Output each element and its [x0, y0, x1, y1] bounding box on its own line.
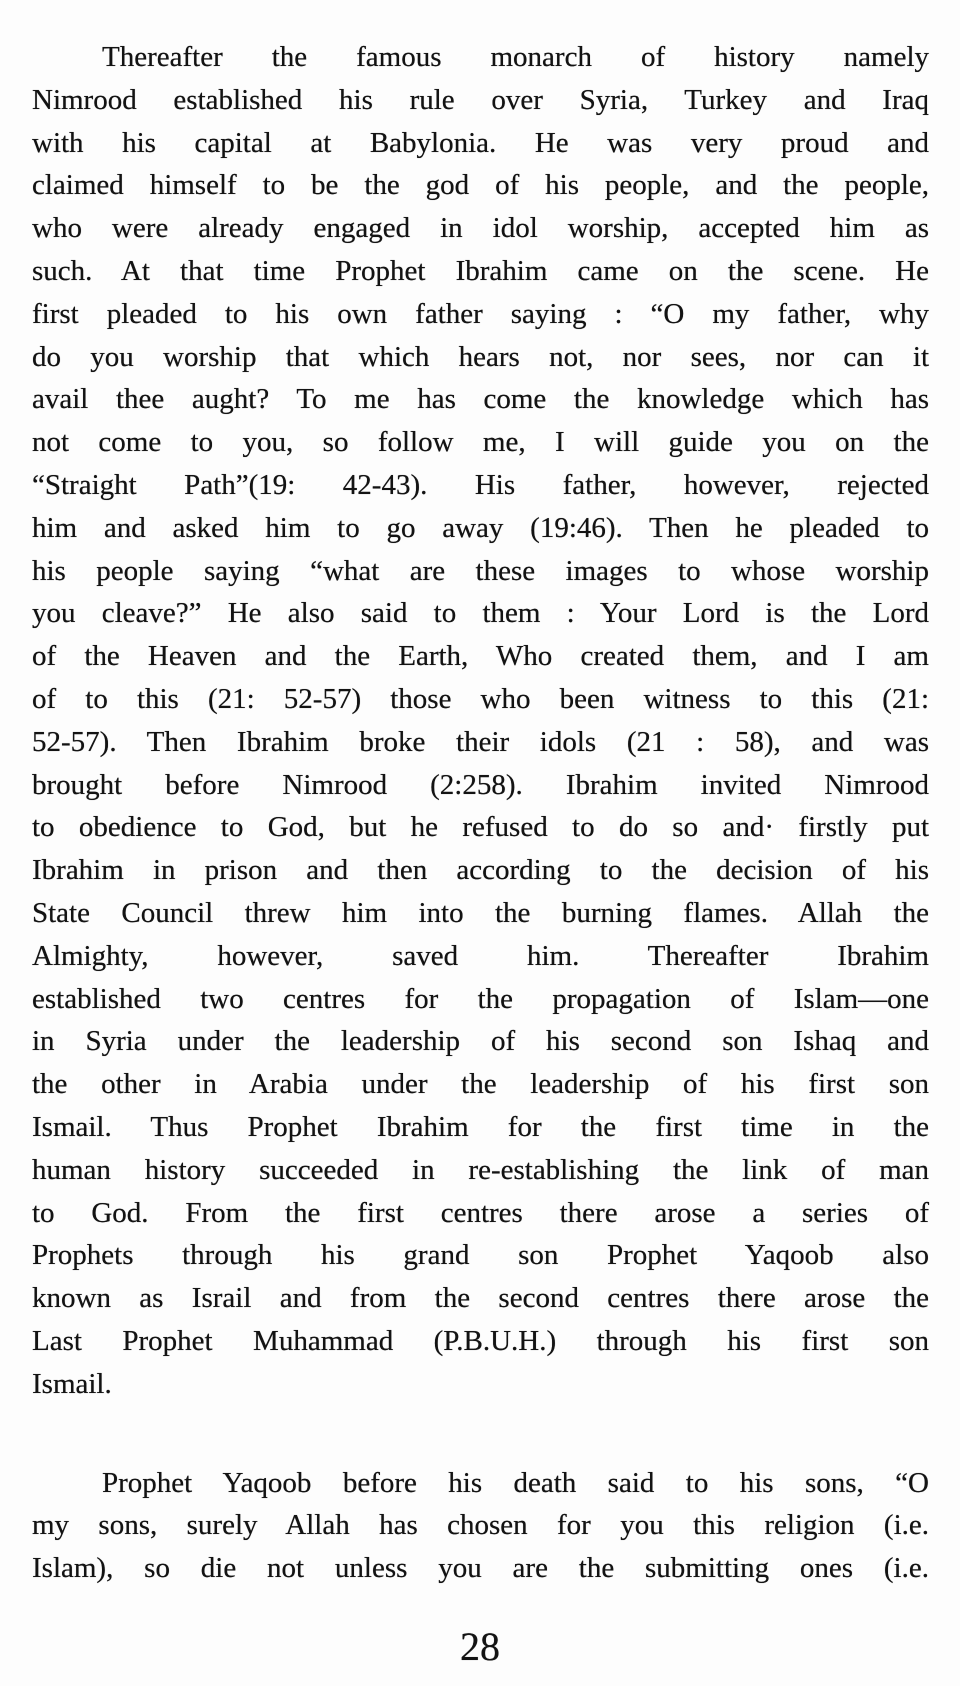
text-line: known as Israil and from the second centres there arose the — [32, 1282, 929, 1315]
text-line: of the Heaven and the Earth, Who created them, and I am — [32, 640, 929, 673]
text-line: of to this (21: 52-57) those who been witness to this (21: — [32, 682, 929, 715]
text-line: 52-57). Then Ibrahim broke their idols (21 : 58), and was — [32, 725, 929, 758]
text-line: Ibrahim in prison and then according to the decision of his — [32, 854, 929, 887]
text-line: the other in Arabia under the leadership of his first son — [32, 1068, 929, 1101]
text-line: do you worship that which hears not, nor sees, nor can it — [32, 340, 929, 373]
text-line: to God. From the first centres there arose a series of — [32, 1196, 929, 1229]
text-line: who were already engaged in idol worship, accepted him as — [32, 212, 929, 245]
text-line: first pleaded to his own father saying : “O my father, why — [32, 297, 929, 330]
text-line: in Syria under the leadership of his second son Ishaq and — [32, 1025, 929, 1058]
text-line: Thereafter the famous monarch of history namely — [102, 41, 929, 73]
paragraph — [32, 1462, 929, 1590]
text-line: established two centres for the propagation of Islam—one — [32, 982, 929, 1015]
text-line: “Straight Path”(19: 42-43). His father, however, rejected — [32, 468, 929, 501]
text-line: Almighty, however, saved him. Thereafter Ibrahim — [32, 939, 929, 972]
text-line: Prophet Yaqoob before his death said to his sons, “O — [102, 1466, 929, 1499]
text-block — [32, 36, 929, 1590]
text-line: with his capital at Babylonia. He was very proud and — [32, 126, 929, 159]
text-line: his people saying “what are these images to whose worship — [32, 554, 929, 587]
text-line: you cleave?” He also said to them : Your Lord is the Lord — [32, 597, 929, 630]
text-line: avail thee aught? To me has come the knowledge which has — [32, 383, 929, 416]
text-line: to obedience to God, but he refused to do so and· firstly put — [32, 811, 929, 844]
text-line: claimed himself to be the god of his people, and the people, — [32, 169, 929, 202]
text-line: State Council threw him into the burning flames. Allah the — [32, 896, 929, 929]
text-line: my sons, surely Allah has chosen for you this religion (i.e. — [32, 1509, 929, 1542]
text-line: human history succeeded in re-establishing the link of man — [32, 1153, 929, 1186]
text-line: him and asked him to go away (19:46). Then he pleaded to — [32, 511, 929, 544]
text-line: Ismail. Thus Prophet Ibrahim for the first time in the — [32, 1110, 929, 1143]
text-line: brought before Nimrood (2:258). Ibrahim invited Nimrood — [32, 768, 929, 801]
text-line: such. At that time Prophet Ibrahim came on the scene. He — [32, 254, 929, 287]
page-number: 28 — [460, 1624, 500, 1669]
text-line: Nimrood established his rule over Syria, Turkey and Iraq — [32, 83, 929, 116]
text-line: Islam), so die not unless you are the submitting ones (i.e. — [32, 1552, 929, 1585]
text-line: Last Prophet Muhammad (P.B.U.H.) through his first son — [32, 1324, 929, 1357]
text-line: Ismail. — [32, 1367, 112, 1400]
paragraph — [32, 36, 929, 1406]
text-line: not come to you, so follow me, I will guide you on the — [32, 426, 929, 459]
text-line: Prophets through his grand son Prophet Yaqoob also — [32, 1239, 929, 1272]
